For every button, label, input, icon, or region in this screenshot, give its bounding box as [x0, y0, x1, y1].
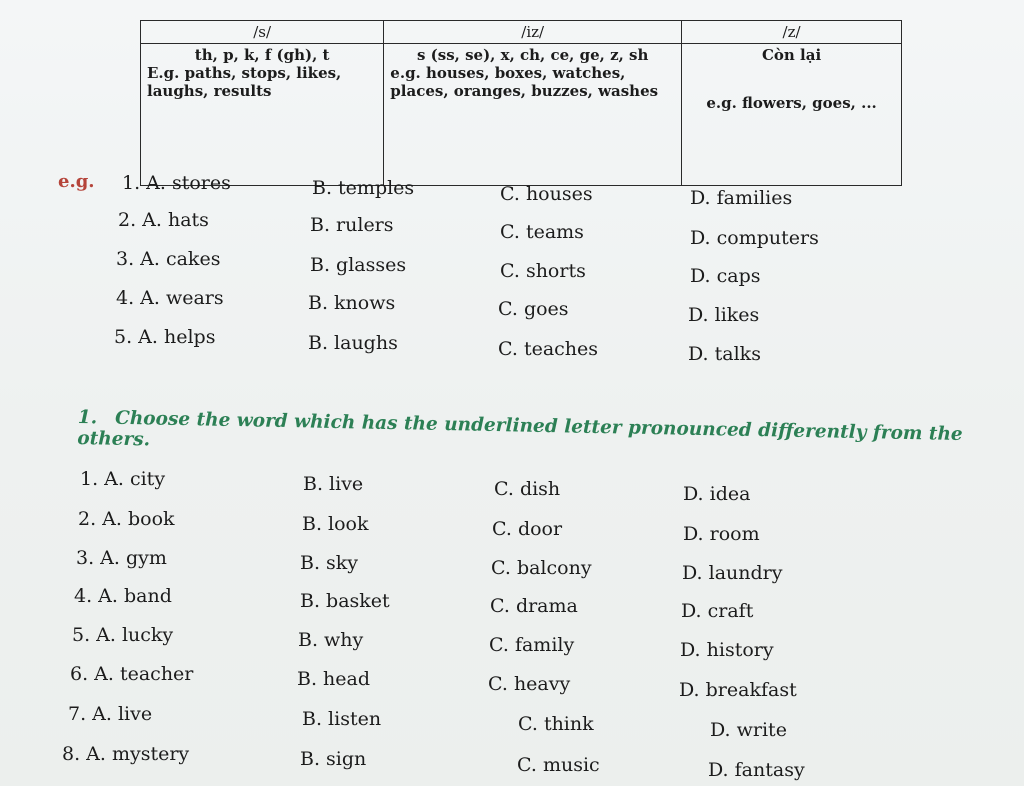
s-rule: th, p, k, f (gh), t	[194, 46, 330, 64]
example-3-c: C. shorts	[500, 260, 586, 282]
q2-d: D. room	[683, 523, 760, 545]
example-3-d: D. caps	[690, 265, 761, 287]
q4-d: D. craft	[681, 600, 754, 622]
iz-rule: s (ss, se), x, ch, ce, ge, z, sh	[417, 46, 649, 64]
example-1-c: C. houses	[500, 183, 593, 205]
q2-a: 2. A. book	[78, 508, 175, 530]
example-4-d: D. likes	[688, 304, 760, 326]
header-z: /z/	[682, 21, 902, 44]
instruction-number: 1.	[77, 407, 98, 429]
q8-c: C. music	[517, 754, 600, 776]
q1-d: D. idea	[683, 483, 751, 505]
z-rule-cell	[682, 44, 902, 186]
q6-b: B. head	[297, 668, 371, 690]
example-4-a: 4. A. wears	[116, 287, 224, 309]
q3-b: B. sky	[300, 552, 359, 574]
q1-b: B. live	[303, 473, 364, 495]
example-1-b: B. temples	[312, 177, 415, 199]
s-rule-cell	[141, 44, 384, 186]
q6-a: 6. A. teacher	[70, 663, 194, 685]
example-2-b: B. rulers	[310, 214, 394, 236]
q7-a: 7. A. live	[68, 703, 153, 725]
q4-c: C. drama	[490, 595, 578, 617]
iz-rule-cell	[384, 44, 682, 186]
q7-d: D. write	[710, 719, 787, 741]
q5-a: 5. A. lucky	[72, 624, 174, 646]
example-1-a: 1. A. stores	[122, 172, 231, 194]
q2-c: C. door	[492, 518, 563, 540]
q7-b: B. listen	[302, 708, 382, 730]
example-5-d: D. talks	[688, 343, 761, 365]
q1-c: C. dish	[494, 478, 561, 500]
pronunciation-rules-table	[140, 20, 902, 186]
s-examples: E.g. paths, stops, likes, laughs, results	[147, 64, 342, 100]
example-4-b: B. knows	[308, 292, 396, 314]
q6-d: D. breakfast	[679, 679, 797, 701]
z-examples: e.g. flowers, goes, ...	[706, 94, 877, 112]
q3-d: D. laundry	[682, 562, 783, 584]
iz-examples: e.g. houses, boxes, watches, places, oranges, buzzes, washes	[390, 64, 659, 100]
q3-c: C. balcony	[491, 557, 592, 579]
example-4-c: C. goes	[498, 298, 569, 320]
q8-a: 8. A. mystery	[62, 743, 190, 765]
q6-c: C. heavy	[488, 673, 571, 695]
q8-d: D. fantasy	[708, 759, 805, 781]
q7-c: C. think	[518, 713, 594, 735]
example-2-c: C. teams	[500, 221, 584, 243]
instruction-text: Choose the word which has the underlined letter pronounced differently from the others.	[77, 407, 963, 451]
q3-a: 3. A. gym	[76, 547, 167, 569]
q5-c: C. family	[489, 634, 575, 656]
example-2-a: 2. A. hats	[118, 209, 209, 231]
q4-b: B. basket	[300, 590, 390, 612]
q8-b: B. sign	[300, 748, 367, 770]
q5-b: B. why	[298, 629, 364, 651]
eg-label: e.g.	[58, 171, 95, 192]
example-3-b: B. glasses	[310, 254, 407, 276]
z-rule: Còn lại	[761, 46, 822, 64]
header-s: /s/	[141, 21, 384, 44]
q4-a: 4. A. band	[74, 585, 172, 607]
q5-d: D. history	[680, 639, 774, 661]
example-1-d: D. families	[690, 187, 793, 209]
q1-a: 1. A. city	[80, 468, 166, 490]
example-5-b: B. laughs	[308, 332, 398, 354]
header-iz: /iz/	[384, 21, 682, 44]
example-3-a: 3. A. cakes	[116, 248, 221, 270]
example-5-a: 5. A. helps	[114, 326, 216, 348]
example-2-d: D. computers	[690, 227, 819, 249]
exercise-instruction	[77, 407, 968, 466]
q2-b: B. look	[302, 513, 369, 535]
example-5-c: C. teaches	[498, 338, 599, 360]
table-body-row	[141, 44, 902, 186]
table-header-row	[141, 21, 902, 44]
